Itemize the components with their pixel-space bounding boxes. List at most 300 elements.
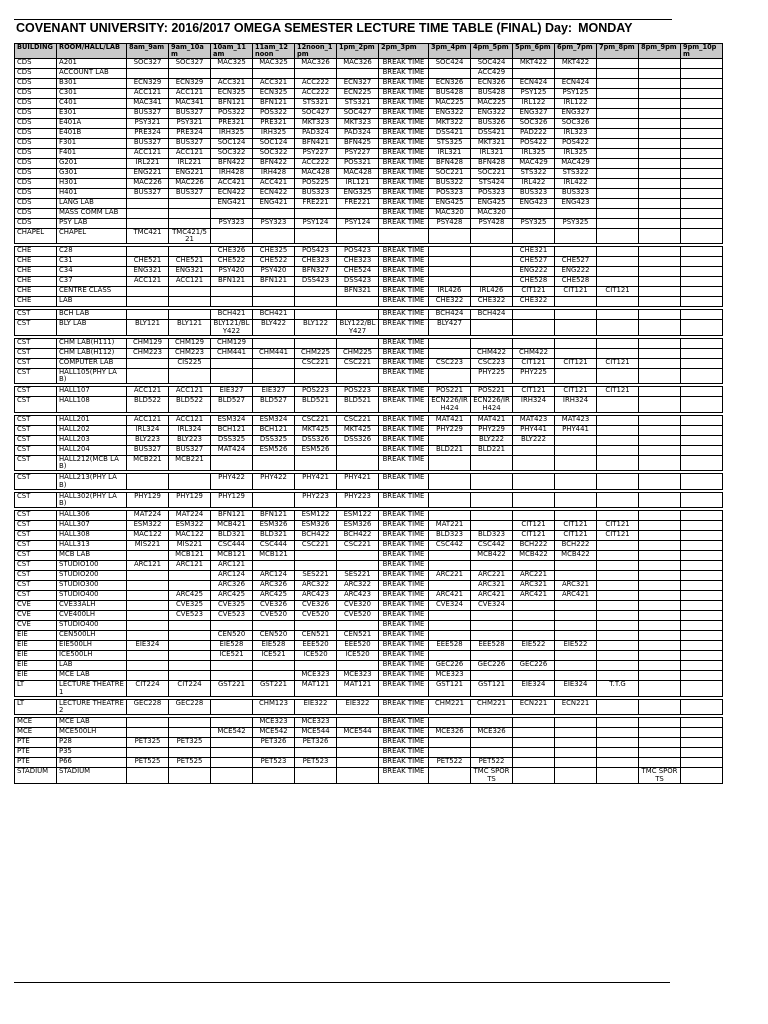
timeslot-cell (597, 435, 639, 445)
table-row (15, 551, 723, 561)
timeslot-cell: BREAK TIME (379, 591, 429, 601)
room-cell: HALL212(MCB LAB) (57, 455, 127, 471)
timeslot-cell: IRL122 (513, 98, 555, 108)
timeslot-cell (639, 511, 681, 521)
building-cell: EIE (15, 651, 57, 661)
timeslot-cell: PSY325 (555, 218, 597, 228)
timeslot-cell: SOC327 (169, 58, 211, 68)
timeslot-cell (429, 257, 471, 267)
timeslot-cell: BREAK TIME (379, 492, 429, 508)
timeslot-cell (253, 338, 295, 348)
timeslot-cell: BUS323 (295, 188, 337, 198)
column-header: 8pm_9pm (639, 44, 681, 59)
timeslot-cell (169, 68, 211, 78)
table-row (15, 387, 723, 397)
timeslot-cell (211, 699, 253, 715)
timeslot-cell: ECN326 (429, 78, 471, 88)
timeslot-cell: BREAK TIME (379, 158, 429, 168)
timeslot-cell (597, 561, 639, 571)
timeslot-cell: MAT224 (127, 511, 169, 521)
timeslot-cell (639, 257, 681, 267)
table-row (15, 158, 723, 168)
timeslot-cell (253, 455, 295, 471)
timeslot-cell: MCE326 (471, 728, 513, 738)
timeslot-cell: ACC121 (127, 148, 169, 158)
timeslot-cell (681, 358, 723, 368)
timeslot-cell: PHY129 (127, 492, 169, 508)
timeslot-cell (681, 531, 723, 541)
timeslot-cell (555, 348, 597, 358)
timeslot-cell (555, 247, 597, 257)
timeslot-cell: BLD522 (169, 397, 211, 413)
timeslot-cell: BREAK TIME (379, 571, 429, 581)
timeslot-cell: CHE527 (513, 257, 555, 267)
timeslot-cell: POS322 (211, 108, 253, 118)
timeslot-cell: POS422 (513, 138, 555, 148)
timeslot-cell (127, 671, 169, 681)
timeslot-cell: DSS421 (471, 128, 513, 138)
timeslot-cell: CIT121 (555, 387, 597, 397)
building-cell: CDS (15, 168, 57, 178)
timeslot-cell: MCB422 (513, 551, 555, 561)
table-row (15, 541, 723, 551)
column-header: 4pm_5pm (471, 44, 513, 59)
timeslot-cell: GST121 (429, 681, 471, 697)
timeslot-cell: MAC429 (513, 158, 555, 168)
table-row (15, 247, 723, 257)
timeslot-cell: ACC121 (169, 88, 211, 98)
timeslot-cell: CIT121 (597, 387, 639, 397)
timeslot-cell (597, 348, 639, 358)
timeslot-cell (253, 208, 295, 218)
timeslot-cell (513, 474, 555, 490)
timeslot-cell (471, 718, 513, 728)
timeslot-cell: PSY428 (471, 218, 513, 228)
timeslot-cell: BUS323 (555, 188, 597, 198)
timeslot-cell: ENG325 (337, 188, 379, 198)
timeslot-cell: ARC322 (295, 581, 337, 591)
timeslot-cell (597, 492, 639, 508)
timeslot-cell: ENG221 (127, 168, 169, 178)
timeslot-cell (429, 267, 471, 277)
timeslot-cell (513, 228, 555, 244)
timeslot-cell (639, 267, 681, 277)
timeslot-cell (127, 728, 169, 738)
table-row (15, 310, 723, 320)
timeslot-cell: ARC425 (169, 591, 211, 601)
timeslot-cell: ACC121 (127, 277, 169, 287)
timeslot-cell (597, 728, 639, 738)
table-row (15, 267, 723, 277)
timeslot-cell: IRH428 (253, 168, 295, 178)
timeslot-cell: CEN521 (337, 631, 379, 641)
timeslot-cell (555, 68, 597, 78)
timeslot-cell (211, 358, 253, 368)
timeslot-cell (127, 198, 169, 208)
room-cell: LAB (57, 297, 127, 307)
timeslot-cell: BREAK TIME (379, 148, 429, 158)
timeslot-cell: CHM129 (127, 338, 169, 348)
timeslot-cell: CVE325 (169, 601, 211, 611)
timeslot-cell (429, 338, 471, 348)
timeslot-cell (127, 611, 169, 621)
column-header: ROOM/HALL/LAB (57, 44, 127, 59)
column-header: 12noon_1pm (295, 44, 337, 59)
timeslot-cell: PSY124 (295, 218, 337, 228)
timeslot-cell (429, 768, 471, 784)
building-cell: CDS (15, 78, 57, 88)
timeslot-cell (471, 621, 513, 631)
timeslot-cell (555, 310, 597, 320)
timeslot-cell: MAC341 (127, 98, 169, 108)
timeslot-cell (639, 138, 681, 148)
timeslot-cell (639, 58, 681, 68)
timeslot-cell: ICE520 (337, 651, 379, 661)
timeslot-cell: MAC320 (429, 208, 471, 218)
building-cell: CST (15, 455, 57, 471)
timeslot-cell: PET522 (471, 758, 513, 768)
timeslot-cell: BUS327 (127, 108, 169, 118)
timeslot-cell: EIE327 (211, 387, 253, 397)
timeslot-cell: BREAK TIME (379, 415, 429, 425)
timeslot-cell (639, 581, 681, 591)
timeslot-cell (337, 551, 379, 561)
timeslot-cell (295, 228, 337, 244)
room-cell: ICE500LH (57, 651, 127, 661)
timeslot-cell (681, 415, 723, 425)
room-cell: STADIUM (57, 768, 127, 784)
timeslot-cell: CHM129 (211, 338, 253, 348)
timeslot-cell (681, 310, 723, 320)
timeslot-cell (597, 138, 639, 148)
timeslot-cell (295, 368, 337, 384)
timeslot-cell: PRE324 (127, 128, 169, 138)
timeslot-cell (169, 218, 211, 228)
timeslot-cell: PSY124 (337, 218, 379, 228)
timeslot-cell: CSC221 (337, 541, 379, 551)
timeslot-cell (555, 320, 597, 336)
timeslot-cell: BLY121 (127, 320, 169, 336)
building-cell: EIE (15, 631, 57, 641)
timeslot-cell: BFN121 (211, 98, 253, 108)
timeslot-cell: MKT425 (295, 425, 337, 435)
timeslot-cell: BLD522 (127, 397, 169, 413)
timeslot-cell: BREAK TIME (379, 621, 429, 631)
table-row (15, 571, 723, 581)
timeslot-cell (681, 218, 723, 228)
table-row (15, 671, 723, 681)
room-cell: P66 (57, 758, 127, 768)
timeslot-cell: MCB422 (555, 551, 597, 561)
timeslot-cell (681, 297, 723, 307)
column-header: 11am_12noon (253, 44, 295, 59)
timeslot-cell: SOC427 (337, 108, 379, 118)
timeslot-cell (681, 108, 723, 118)
timeslot-cell: ESM322 (169, 521, 211, 531)
timeslot-cell: BREAK TIME (379, 601, 429, 611)
timeslot-cell: ENG327 (513, 108, 555, 118)
table-row (15, 758, 723, 768)
timeslot-cell: STS424 (471, 178, 513, 188)
timeslot-cell: CSC221 (295, 415, 337, 425)
timeslot-cell (513, 748, 555, 758)
timeslot-cell: SOC124 (253, 138, 295, 148)
timeslot-cell (513, 338, 555, 348)
timeslot-cell: CHE521 (127, 257, 169, 267)
timeslot-cell: MCE542 (253, 728, 295, 738)
timeslot-cell: BLY222 (513, 435, 555, 445)
timeslot-cell: MCE544 (337, 728, 379, 738)
timeslot-cell: BUS327 (169, 138, 211, 148)
timeslot-cell: CHE321 (513, 247, 555, 257)
timeslot-cell (639, 68, 681, 78)
timeslot-cell: BLD323 (471, 531, 513, 541)
timeslot-cell (639, 601, 681, 611)
timeslot-cell: ARC423 (337, 591, 379, 601)
timeslot-cell: ACC121 (169, 277, 211, 287)
timeslot-cell (597, 768, 639, 784)
building-cell: STADIUM (15, 768, 57, 784)
building-cell: PTE (15, 748, 57, 758)
timeslot-cell (681, 681, 723, 697)
timeslot-cell: PRE321 (211, 118, 253, 128)
timeslot-cell (681, 551, 723, 561)
timeslot-cell: EIE327 (253, 387, 295, 397)
timeslot-cell (681, 348, 723, 358)
room-cell: MASS COMM LAB (57, 208, 127, 218)
building-cell: MCE (15, 728, 57, 738)
timeslot-cell: ECN226/IRH424 (471, 397, 513, 413)
timeslot-cell: BLY427 (429, 320, 471, 336)
timeslot-cell: IRL321 (429, 148, 471, 158)
timeslot-cell: STS322 (555, 168, 597, 178)
timeslot-cell: EEE528 (429, 641, 471, 651)
timeslot-cell (597, 218, 639, 228)
timeslot-cell (429, 474, 471, 490)
timeslot-cell (429, 247, 471, 257)
timeslot-cell: CEN521 (295, 631, 337, 641)
timeslot-cell: BLD527 (253, 397, 295, 413)
table-row (15, 728, 723, 738)
timeslot-cell: BLY121/BLY422 (211, 320, 253, 336)
table-row (15, 118, 723, 128)
timeslot-cell: DSS326 (295, 435, 337, 445)
timeslot-cell (681, 728, 723, 738)
timeslot-cell (681, 591, 723, 601)
table-row (15, 257, 723, 267)
room-cell: PSY LAB (57, 218, 127, 228)
building-cell: CST (15, 348, 57, 358)
timeslot-cell (597, 511, 639, 521)
timeslot-cell: IRL422 (555, 178, 597, 188)
timeslot-cell: MAC326 (295, 58, 337, 68)
table-row (15, 511, 723, 521)
room-cell: STUDIO400 (57, 621, 127, 631)
timeslot-cell: SOC327 (127, 58, 169, 68)
table-row (15, 88, 723, 98)
timeslot-cell (597, 108, 639, 118)
timeslot-cell: POS321 (337, 158, 379, 168)
timeslot-cell: CEN520 (211, 631, 253, 641)
timeslot-cell (597, 228, 639, 244)
timeslot-cell: POS225 (295, 178, 337, 188)
column-header: 9pm_10pm (681, 44, 723, 59)
timeslot-cell (211, 455, 253, 471)
table-row (15, 208, 723, 218)
timeslot-cell: PET325 (127, 738, 169, 748)
timeslot-cell: BREAK TIME (379, 738, 429, 748)
timeslot-cell (555, 621, 597, 631)
timeslot-cell: MCB221 (169, 455, 211, 471)
timeslot-cell: MAT224 (169, 511, 211, 521)
timeslot-cell: BFN425 (337, 138, 379, 148)
building-cell: EIE (15, 661, 57, 671)
timeslot-cell (555, 492, 597, 508)
timeslot-cell: ENG425 (429, 198, 471, 208)
timeslot-cell (513, 561, 555, 571)
timeslot-cell (639, 631, 681, 641)
timeslot-cell: MAT423 (555, 415, 597, 425)
timeslot-cell: BREAK TIME (379, 208, 429, 218)
timeslot-cell (337, 68, 379, 78)
timeslot-cell (639, 415, 681, 425)
timeslot-cell: DSS421 (429, 128, 471, 138)
timeslot-cell (471, 455, 513, 471)
timeslot-cell: IRH325 (253, 128, 295, 138)
timeslot-cell: MKT425 (337, 425, 379, 435)
timeslot-cell (127, 247, 169, 257)
timeslot-cell: EEE528 (471, 641, 513, 651)
timeslot-cell: BFN321 (337, 287, 379, 297)
timeslot-cell: SOC326 (513, 118, 555, 128)
timeslot-cell: PSY428 (429, 218, 471, 228)
timeslot-cell (429, 368, 471, 384)
timeslot-cell (639, 425, 681, 435)
timeslot-cell (681, 267, 723, 277)
title-text: COVENANT UNIVERSITY: 2016/2017 OMEGA SEMESTER LECTURE TIME TABLE (FINAL) Day: (16, 21, 573, 35)
timeslot-cell (597, 661, 639, 671)
timeslot-cell: GST121 (471, 681, 513, 697)
timeslot-cell: CHE323 (337, 257, 379, 267)
table-row (15, 435, 723, 445)
room-cell: E401A (57, 118, 127, 128)
timeslot-cell (597, 699, 639, 715)
timeslot-cell (295, 455, 337, 471)
timeslot-cell: TMC SPORTS (471, 768, 513, 784)
timeslot-cell: DSS325 (211, 435, 253, 445)
table-row (15, 581, 723, 591)
timeslot-cell (639, 728, 681, 738)
timeslot-cell: BREAK TIME (379, 287, 429, 297)
timeslot-cell: SOC221 (471, 168, 513, 178)
timeslot-cell (639, 492, 681, 508)
timeslot-cell (681, 287, 723, 297)
timeslot-cell: PET325 (169, 738, 211, 748)
timeslot-cell (169, 297, 211, 307)
timeslot-cell: MAT121 (337, 681, 379, 697)
timeslot-cell (253, 492, 295, 508)
timeslot-cell (555, 228, 597, 244)
timeslot-cell: BREAK TIME (379, 551, 429, 561)
timeslot-cell: SES221 (337, 571, 379, 581)
timeslot-cell: MAC325 (253, 58, 295, 68)
room-cell: HALL204 (57, 445, 127, 455)
building-cell: CST (15, 358, 57, 368)
timeslot-cell (429, 492, 471, 508)
timeslot-cell (639, 178, 681, 188)
timeslot-cell: CIT121 (597, 287, 639, 297)
timeslot-cell: PSY227 (337, 148, 379, 158)
timeslot-cell: ECN422 (211, 188, 253, 198)
timeslot-cell (253, 661, 295, 671)
room-cell: COMPUTER LAB (57, 358, 127, 368)
building-cell: CHE (15, 277, 57, 287)
timeslot-cell (639, 310, 681, 320)
room-cell: HALL307 (57, 521, 127, 531)
timeslot-cell (597, 198, 639, 208)
room-cell: LANG LAB (57, 198, 127, 208)
timeslot-cell: ECN422 (253, 188, 295, 198)
timeslot-cell (555, 651, 597, 661)
timeslot-cell (169, 728, 211, 738)
timeslot-cell (639, 287, 681, 297)
timeslot-cell (211, 718, 253, 728)
timeslot-cell: IRL122 (555, 98, 597, 108)
room-cell: HALL306 (57, 511, 127, 521)
table-row (15, 425, 723, 435)
timeslot-cell (555, 435, 597, 445)
column-header: 1pm_2pm (337, 44, 379, 59)
table-row (15, 631, 723, 641)
timeslot-cell: ARC421 (513, 591, 555, 601)
timeslot-cell (337, 748, 379, 758)
header-row (15, 44, 723, 59)
timeslot-cell: BREAK TIME (379, 611, 429, 621)
timeslot-cell (429, 738, 471, 748)
timeslot-cell (597, 415, 639, 425)
timeslot-cell: BREAK TIME (379, 631, 429, 641)
table-row (15, 320, 723, 336)
timeslot-cell (681, 601, 723, 611)
timeslot-cell: CIT121 (597, 358, 639, 368)
timeslot-cell: BCH424 (429, 310, 471, 320)
timeslot-cell: CIT121 (555, 287, 597, 297)
timeslot-cell: ECN329 (169, 78, 211, 88)
timeslot-cell (253, 561, 295, 571)
timeslot-cell (429, 748, 471, 758)
room-cell: STUDIO400 (57, 591, 127, 601)
timeslot-cell: BREAK TIME (379, 511, 429, 521)
building-cell: EIE (15, 671, 57, 681)
timeslot-cell (513, 455, 555, 471)
timeslot-cell: EIE322 (337, 699, 379, 715)
timeslot-cell (513, 511, 555, 521)
table-row (15, 611, 723, 621)
timeslot-cell: ARC124 (253, 571, 295, 581)
timeslot-cell (681, 387, 723, 397)
timeslot-cell (597, 621, 639, 631)
timeslot-cell: MAC341 (169, 98, 211, 108)
timeslot-cell: BFN422 (253, 158, 295, 168)
timeslot-cell (337, 718, 379, 728)
timeslot-cell (555, 474, 597, 490)
timeslot-cell: MIS221 (169, 541, 211, 551)
page-title (16, 21, 633, 35)
timeslot-cell: ECN221 (513, 699, 555, 715)
timeslot-cell (127, 287, 169, 297)
timeslot-cell: POS221 (471, 387, 513, 397)
timeslot-cell (597, 310, 639, 320)
